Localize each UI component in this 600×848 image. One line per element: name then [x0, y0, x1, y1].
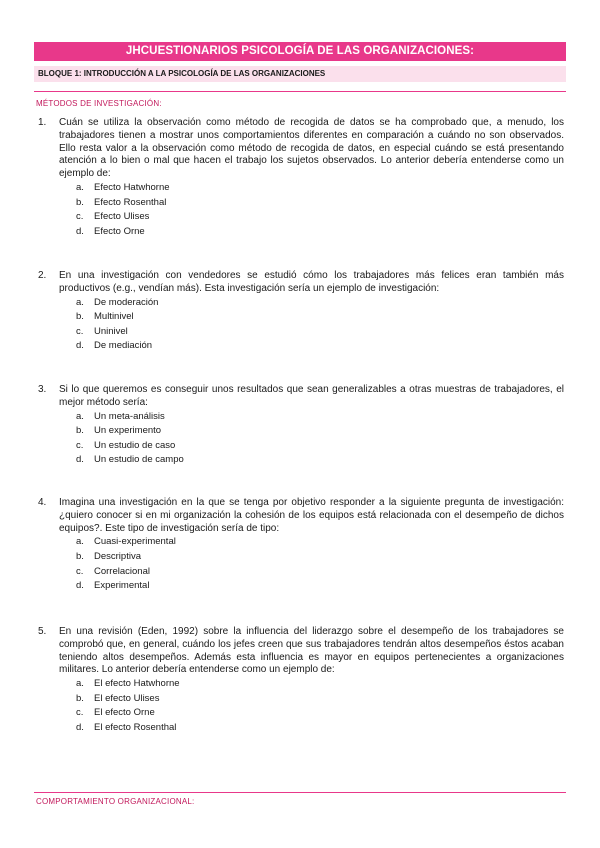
option-b: b. Descriptiva [76, 550, 141, 562]
option-c: c. Correlacional [76, 565, 150, 577]
section-divider [34, 91, 566, 92]
question-text: Si lo que queremos es conseguir unos resultados que sean generalizables a otras muestras de trabajadores, el mejor método sería: [59, 384, 564, 408]
option-d: d. Efecto Orne [76, 225, 145, 237]
option-b: b. Efecto Rosenthal [76, 196, 167, 208]
option-c: c. Efecto Ulises [76, 211, 150, 223]
option-d: d. De mediación [76, 340, 153, 352]
option-d: d. Un estudio de campo [76, 454, 184, 466]
question-text: Imagina una investigación en la que se tenga por objetivo responder a la siguiente pregunta de investigación: ¿quiero conocer si en mi organización la cohesión de los equipos está relacionada con el desempeño de dichos equipos?. Este tipo de investigación sería de tipo: [59, 497, 564, 534]
option-a: a. El efecto Hatwhorne [76, 678, 180, 690]
question-number: 1. [38, 117, 47, 128]
question-text: Cuán se utiliza la observación como método de recogida de datos se ha comprobado que, a menudo, los trabajadores tienen a mostrar unos comportamientos diferentes en comparación a cuándo no son observados. Ello resta valor a la observación como método de recogida de datos, en especial cuándo se está presentando atención a lo bien o mal que hacen el trabajo los sujetos observados. Lo anterior debería entenderse como un ejemplo de: [59, 117, 564, 180]
option-a: a. Un meta-análisis [76, 410, 165, 422]
option-a: a. De moderación [76, 296, 159, 308]
option-d: d. El efecto Rosenthal [76, 721, 177, 733]
question-number: 5. [38, 626, 47, 637]
question-number: 4. [38, 497, 47, 508]
option-c: c. Un estudio de caso [76, 439, 176, 451]
option-b: b. Multinivel [76, 311, 134, 323]
question-text: En una revisión (Eden, 1992) sobre la influencia del liderazgo sobre el desempeño de los trabajadores se comprobó que, en general, cuándo los jefes creen que sus trabajadores tendrán altos desempeños éstos acaban teniendo altos desempeños. Además esta influencia es mayor en equipos pertenecientes a organizaciones militares. Lo anterior debería entenderse como un ejemplo de: [59, 626, 564, 676]
option-c: c. Uninivel [76, 325, 128, 337]
option-a: a. Cuasi-experimental [76, 536, 176, 548]
option-a: a. Efecto Hatwhorne [76, 181, 170, 193]
question-3 [34, 384, 564, 468]
document-title: JHCUESTIONARIOS PSICOLOGÍA DE LAS ORGANIZACIONES: [34, 42, 566, 61]
question-4 [34, 497, 564, 594]
question-number: 2. [38, 270, 47, 281]
question-number: 3. [38, 384, 47, 395]
section-title-methods: MÉTODOS DE INVESTIGACIÓN: [36, 99, 162, 108]
question-5 [34, 626, 564, 736]
question-2 [34, 270, 564, 354]
question-text: En una investigación con vendedores se estudió cómo los trabajadores más felices eran también más productivos (e.g., vendían más). Esta investigación sería un ejemplo de investigación: [59, 270, 564, 294]
option-b: b. Un experimento [76, 425, 162, 437]
section-divider [34, 792, 566, 793]
option-b: b. El efecto Ulises [76, 692, 160, 704]
option-d: d. Experimental [76, 580, 150, 592]
section-title-behavior: COMPORTAMIENTO ORGANIZACIONAL: [36, 797, 195, 806]
block-heading: BLOQUE 1: INTRODUCCIÓN A LA PSICOLOGÍA DE LAS ORGANIZACIONES [34, 66, 566, 82]
option-c: c. El efecto Orne [76, 707, 155, 719]
question-1 [34, 117, 564, 239]
